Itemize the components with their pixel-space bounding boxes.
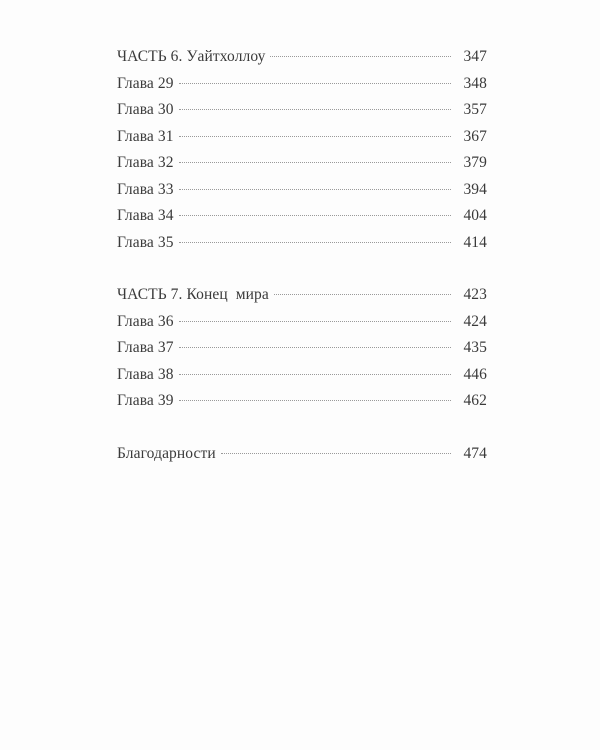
toc-entry-page-number: 357 (463, 101, 487, 118)
dot-leader (179, 347, 451, 348)
toc-section-part-6 (117, 44, 487, 256)
toc-entry-page-number: 462 (463, 392, 487, 409)
toc-entry-chapter-31 (117, 124, 487, 151)
toc-entry-label: Глава 37 (117, 339, 174, 356)
dot-leader (179, 321, 451, 322)
table-of-contents (117, 44, 487, 467)
toc-entry-part-7 (117, 282, 487, 309)
dot-leader (179, 162, 451, 163)
dot-leader (221, 453, 451, 454)
toc-entry-chapter-32 (117, 150, 487, 177)
toc-entry-label: Глава 34 (117, 207, 174, 224)
toc-entry-chapter-30 (117, 97, 487, 124)
toc-entry-page-number: 424 (463, 312, 487, 330)
dot-leader (179, 109, 451, 110)
toc-entry-label: Глава 33 (117, 180, 174, 198)
toc-entry-label: Глава 39 (117, 392, 174, 409)
toc-entry-page-number: 379 (463, 154, 487, 171)
dot-leader (179, 136, 451, 137)
toc-entry-page-number: 435 (463, 339, 487, 356)
dot-leader (274, 294, 451, 295)
dot-leader (179, 189, 451, 190)
dot-leader (179, 83, 451, 84)
toc-entry-label: ЧАСТЬ 6. Уайтхоллоу (117, 48, 266, 65)
toc-section-part-7 (117, 282, 487, 415)
toc-entry-page-number: 446 (463, 365, 487, 383)
toc-entry-chapter-29 (117, 71, 487, 98)
toc-entry-label: ЧАСТЬ 7. Конец мира (117, 286, 269, 303)
toc-entry-chapter-36 (117, 309, 487, 336)
toc-entry-page-number: 348 (463, 74, 487, 92)
toc-entry-chapter-34 (117, 203, 487, 230)
toc-entry-label: Благодарности (117, 444, 216, 462)
toc-entry-chapter-37 (117, 335, 487, 362)
toc-entry-part-6 (117, 44, 487, 71)
toc-entry-label: Глава 35 (117, 233, 174, 251)
dot-leader (179, 374, 451, 375)
toc-entry-page-number: 394 (463, 180, 487, 198)
toc-entry-page-number: 474 (463, 444, 487, 462)
toc-entry-label: Глава 36 (117, 312, 174, 330)
toc-section-acknowledgements (117, 441, 487, 468)
dot-leader (179, 242, 451, 243)
toc-entry-label: Глава 29 (117, 74, 174, 92)
toc-entry-label: Глава 38 (117, 365, 174, 383)
toc-entry-label: Глава 31 (117, 127, 174, 145)
toc-entry-page-number: 404 (463, 207, 487, 224)
toc-entry-page-number: 414 (463, 233, 487, 251)
toc-entry-page-number: 367 (463, 127, 487, 145)
toc-entry-page-number: 347 (463, 48, 487, 65)
dot-leader (179, 215, 451, 216)
toc-entry-chapter-33 (117, 177, 487, 204)
toc-entry-label: Глава 32 (117, 154, 174, 171)
dot-leader (179, 400, 451, 401)
toc-entry-chapter-39 (117, 388, 487, 415)
toc-entry-page-number: 423 (463, 286, 487, 303)
toc-entry-chapter-38 (117, 362, 487, 389)
dot-leader (270, 56, 451, 57)
toc-entry-acknowledgements (117, 441, 487, 468)
toc-entry-label: Глава 30 (117, 101, 174, 118)
toc-entry-chapter-35 (117, 230, 487, 257)
